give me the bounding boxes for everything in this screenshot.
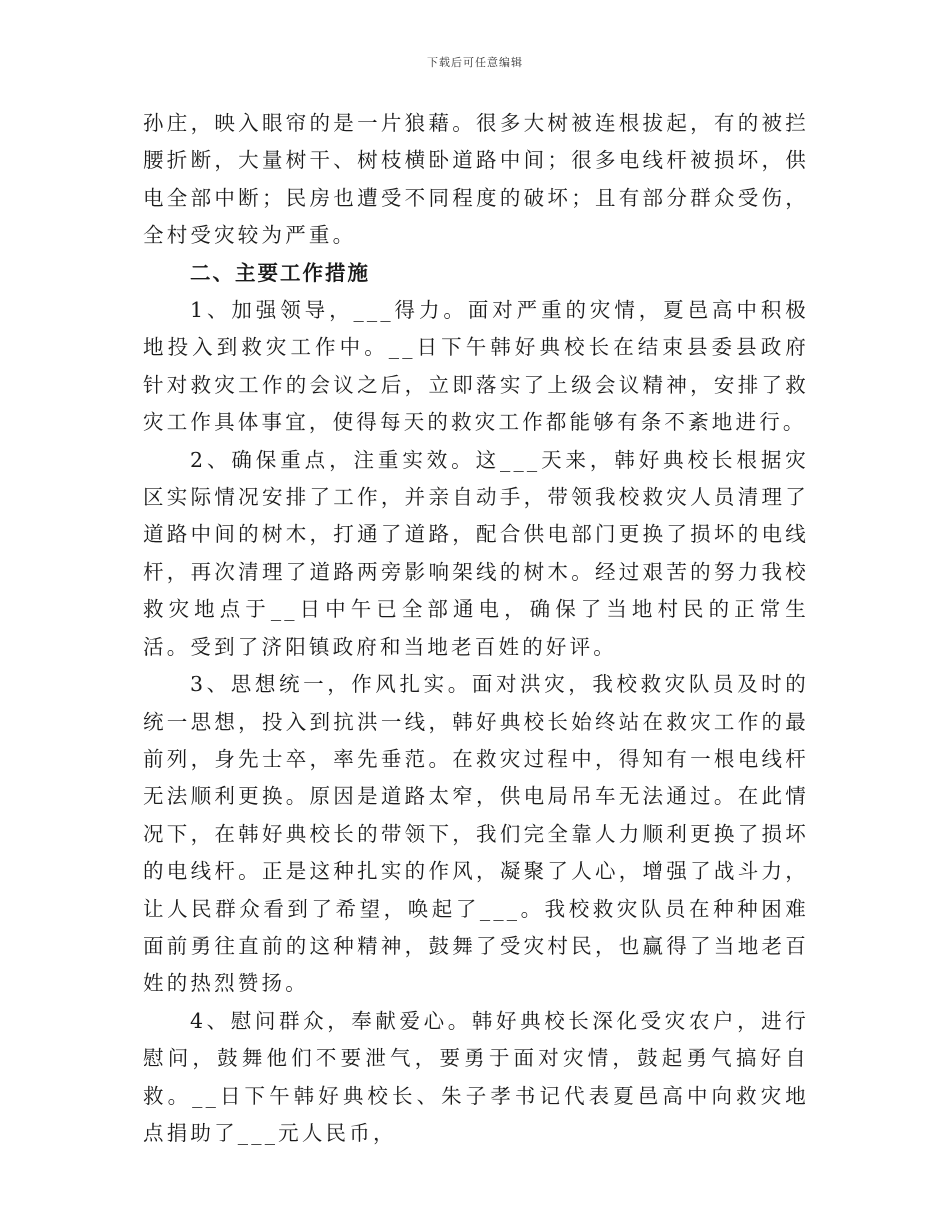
- paragraph-measure-1: 1、加强领导，___得力。面对严重的灾情，夏邑高中积极地投入到救灾工作中。__日下午韩好典校长在结束县委县政府针对救灾工作的会议之后，立即落实了上级会议精神，安排了救灾工作具体事宜，使得每天的救灾工作都能够有条不紊地进行。: [143, 298, 809, 435]
- paragraph-measure-2: 2、确保重点，注重实效。这___天来，韩好典校长根据灾区实际情况安排了工作，并亲自动手，带领我校救灾人员清理了道路中间的树木，打通了道路，配合供电部门更换了损坏的电线杆，再次清理了道路两旁影响架线的树木。经过艰苦的努力我校救灾地点于__日中午已全部通电，确保了当地村民的正常生活。受到了济阳镇政府和当地老百姓的好评。: [143, 447, 809, 659]
- section-heading: 二、主要工作措施: [190, 260, 370, 285]
- paragraph-continuation: 孙庄，映入眼帘的是一片狼藉。很多大树被连根拔起，有的被拦腰折断，大量树干、树枝横卧道路中间；很多电线杆被损坏，供电全部中断；民房也遭受不同程度的破坏；且有部分群众受伤，全村受灾较为严重。: [143, 111, 809, 248]
- paragraph-measure-4: 4、慰问群众，奉献爱心。韩好典校长深化受灾农户，进行慰问，鼓舞他们不要泄气，要勇于面对灾情，鼓起勇气搞好自救。__日下午韩好典校长、朱子孝书记代表夏邑高中向救灾地点捐助了___元人民币，: [143, 1008, 809, 1145]
- paragraph-measure-3: 3、思想统一，作风扎实。面对洪灾，我校救灾队员及时的统一思想，投入到抗洪一线，韩好典校长始终站在救灾工作的最前列，身先士卒，率先垂范。在救灾过程中，得知有一根电线杆无法顺利更换。原因是道路太窄，供电局吊车无法通过。在此情况下，在韩好典校长的带领下，我们完全靠人力顺利更换了损坏的电线杆。正是这种扎实的作风，凝聚了人心，增强了战斗力，让人民群众看到了希望，唤起了___。我校救灾队员在种种困难面前勇往直前的这种精神，鼓舞了受灾村民，也赢得了当地老百姓的热烈赞扬。: [143, 672, 809, 996]
- document-body: [143, 105, 809, 1152]
- page-header: 下载后可任意编辑: [427, 56, 523, 69]
